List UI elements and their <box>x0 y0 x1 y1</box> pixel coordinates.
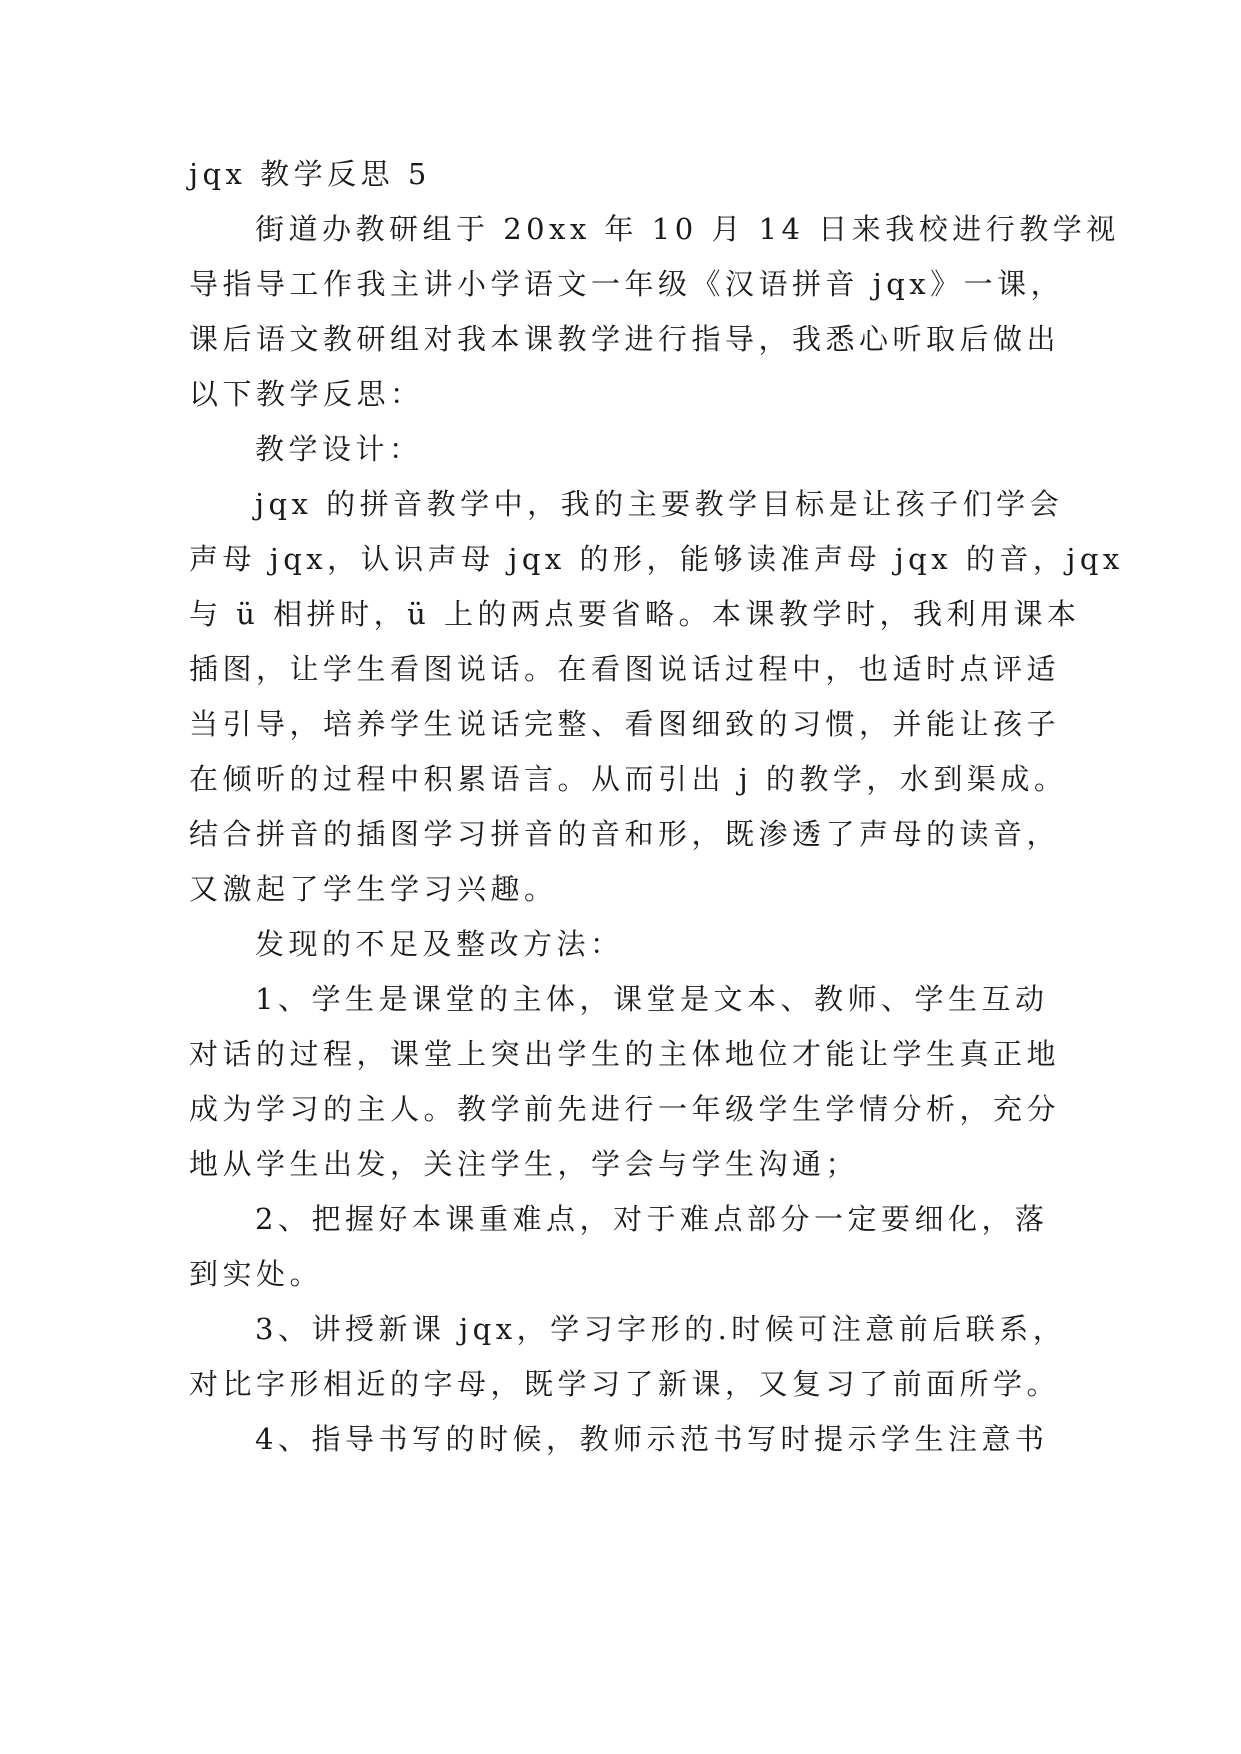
paragraph-line: 1、学生是课堂的主体，课堂是文本、教师、学生互动 <box>255 982 1049 1016</box>
section-heading: 发现的不足及整改方法： <box>255 927 624 961</box>
paragraph-line: 声母 jqx，认识声母 jqx 的形，能够读准声母 jqx 的音，jqx <box>189 542 1124 576</box>
paragraph-line: 导指导工作我主讲小学语文一年级《汉语拼音 jqx》一课， <box>189 267 1065 301</box>
paragraph-line: 又激起了学生学习兴趣。 <box>189 872 558 906</box>
paragraph-line: 4、指导书写的时候，教师示范书写时提示学生注意书 <box>255 1422 1049 1456</box>
paragraph-line: 到实处。 <box>189 1257 324 1291</box>
paragraph-line: 在倾听的过程中积累语言。从而引出 j 的教学，水到渠成。 <box>189 762 1068 796</box>
paragraph-line: 课后语文教研组对我本课教学进行指导，我悉心听取后做出 <box>189 322 1061 356</box>
paragraph-line: 地从学生出发，关注学生，学会与学生沟通； <box>189 1147 860 1181</box>
paragraph-line: 街道办教研组于 20xx 年 10 月 14 日来我校进行教学视 <box>255 212 1120 246</box>
paragraph-line: 成为学习的主人。教学前先进行一年级学生学情分析，充分 <box>189 1092 1061 1126</box>
paragraph-line: 与 ü 相拼时，ü 上的两点要省略。本课教学时，我利用课本 <box>189 597 1081 631</box>
paragraph-line: 结合拼音的插图学习拼音的音和形，既渗透了声母的读音， <box>189 817 1061 851</box>
paragraph-line: 3、讲授新课 jqx，学习字形的.时候可注意前后联系， <box>255 1312 1067 1346</box>
paragraph-line: 2、把握好本课重难点，对于难点部分一定要细化，落 <box>255 1202 1049 1236</box>
document-title: jqx 教学反思 5 <box>189 157 431 191</box>
paragraph-line: 对话的过程，课堂上突出学生的主体地位才能让学生真正地 <box>189 1037 1061 1071</box>
paragraph-line: 插图，让学生看图说话。在看图说话过程中，也适时点评适 <box>189 652 1061 686</box>
paragraph-line: jqx 的拼音教学中，我的主要教学目标是让孩子们学会 <box>255 487 1064 521</box>
paragraph-line: 以下教学反思： <box>189 377 424 411</box>
paragraph-line: 对比字形相近的字母，既学习了新课，又复习了前面所学。 <box>189 1367 1061 1401</box>
paragraph-line: 当引导，培养学生说话完整、看图细致的习惯，并能让孩子 <box>189 707 1061 741</box>
section-heading: 教学设计： <box>255 432 423 466</box>
